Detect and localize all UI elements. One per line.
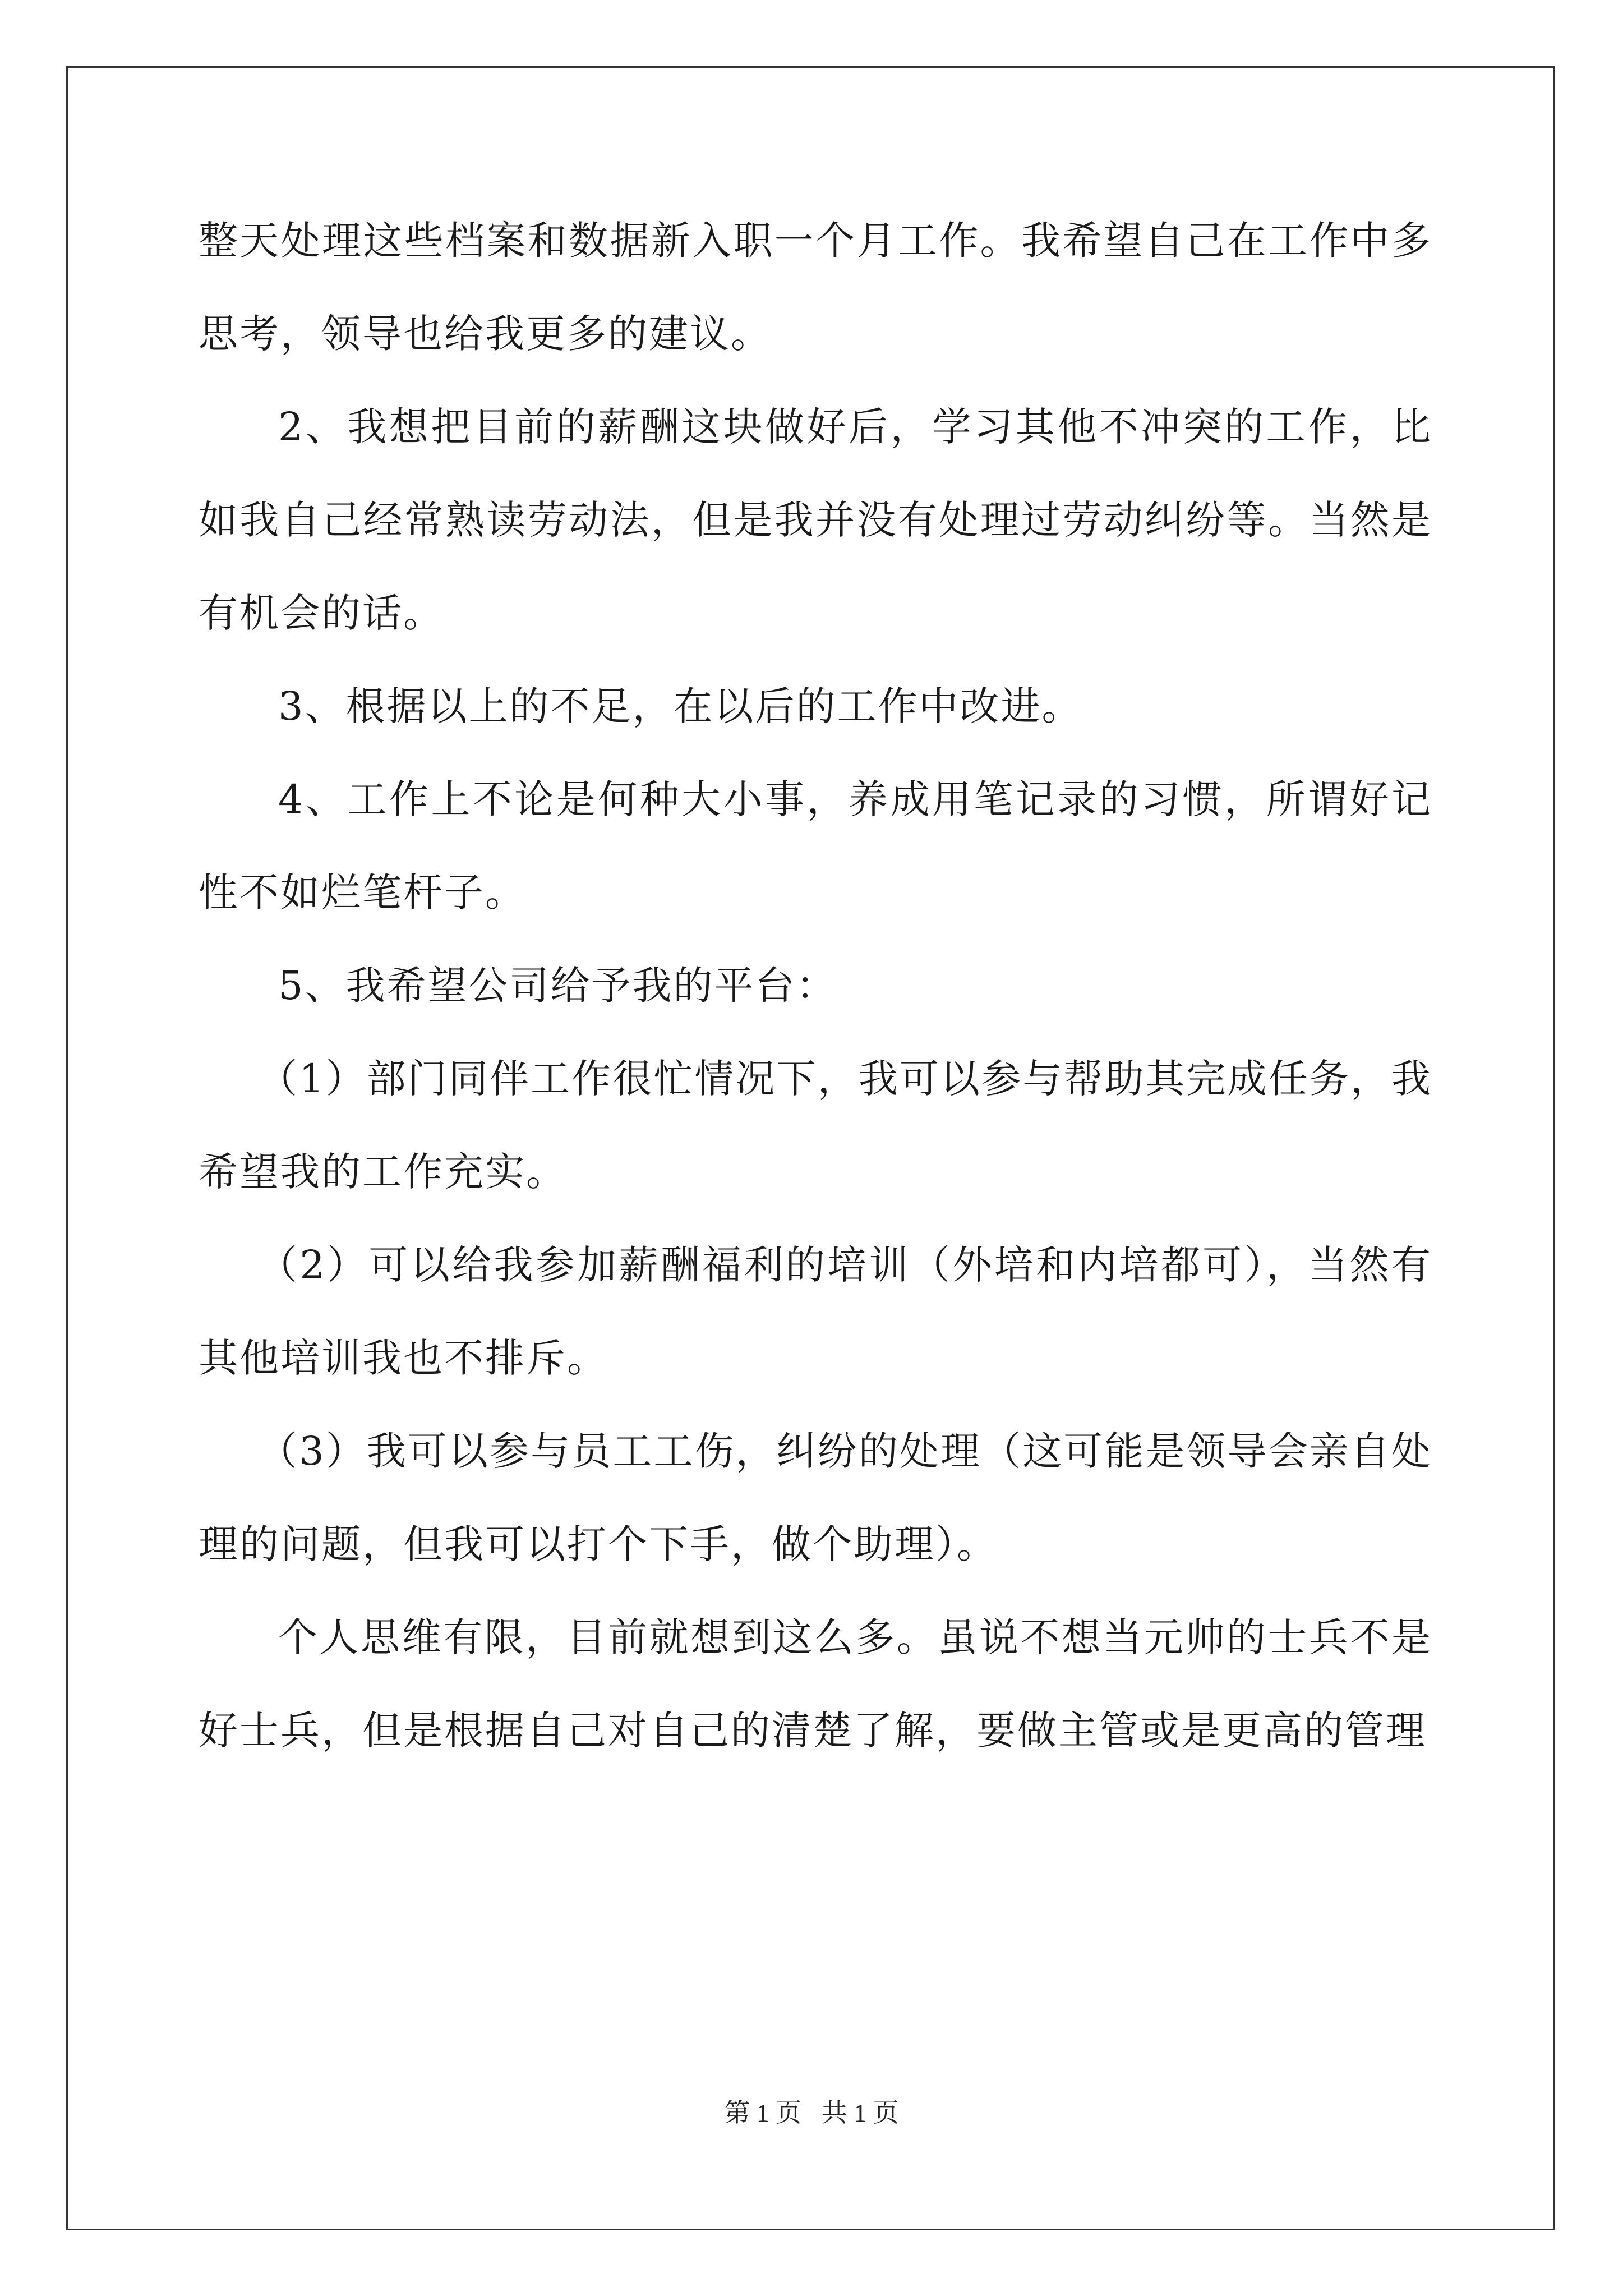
- document-body: [199, 194, 1432, 1777]
- paragraph: （2）可以给我参加薪酬福利的培训（外培和内培都可），当然有其他培训我也不排斥。: [199, 1242, 1432, 1381]
- page-footer: [0, 2092, 1623, 2129]
- paragraph: （3）我可以参与员工工伤，纠纷的处理（这可能是领导会亲自处理的问题，但我可以打个下手，做个助理）。: [199, 1428, 1432, 1567]
- paragraph: 整天处理这些档案和数据新入职一个月工作。我希望自己在工作中多思考，领导也给我更多的建议。: [199, 218, 1432, 357]
- page-number: 第 1 页: [724, 2099, 802, 2127]
- paragraph: 2、我想把目前的薪酬这块做好后，学习其他不冲突的工作，比如我自己经常熟读劳动法，但是我并没有处理过劳动纠纷等。当然是有机会的话。: [199, 404, 1432, 636]
- paragraph: 3、根据以上的不足，在以后的工作中改进。: [278, 683, 1083, 729]
- page-total: 共 1 页: [821, 2099, 899, 2127]
- paragraph: 个人思维有限，目前就想到这么多。虽说不想当元帅的士兵不是好士兵，但是根据自己对自己的清楚了解，要做主管或是更高的管理: [199, 1614, 1432, 1754]
- paragraph: 4、工作上不论是何种大小事，养成用笔记录的习惯，所谓好记性不如烂笔杆子。: [199, 776, 1432, 915]
- paragraph: （1）部门同伴工作很忙情况下，我可以参与帮助其完成任务，我希望我的工作充实。: [199, 1056, 1432, 1195]
- paragraph: 5、我希望公司给予我的平台：: [278, 963, 837, 1009]
